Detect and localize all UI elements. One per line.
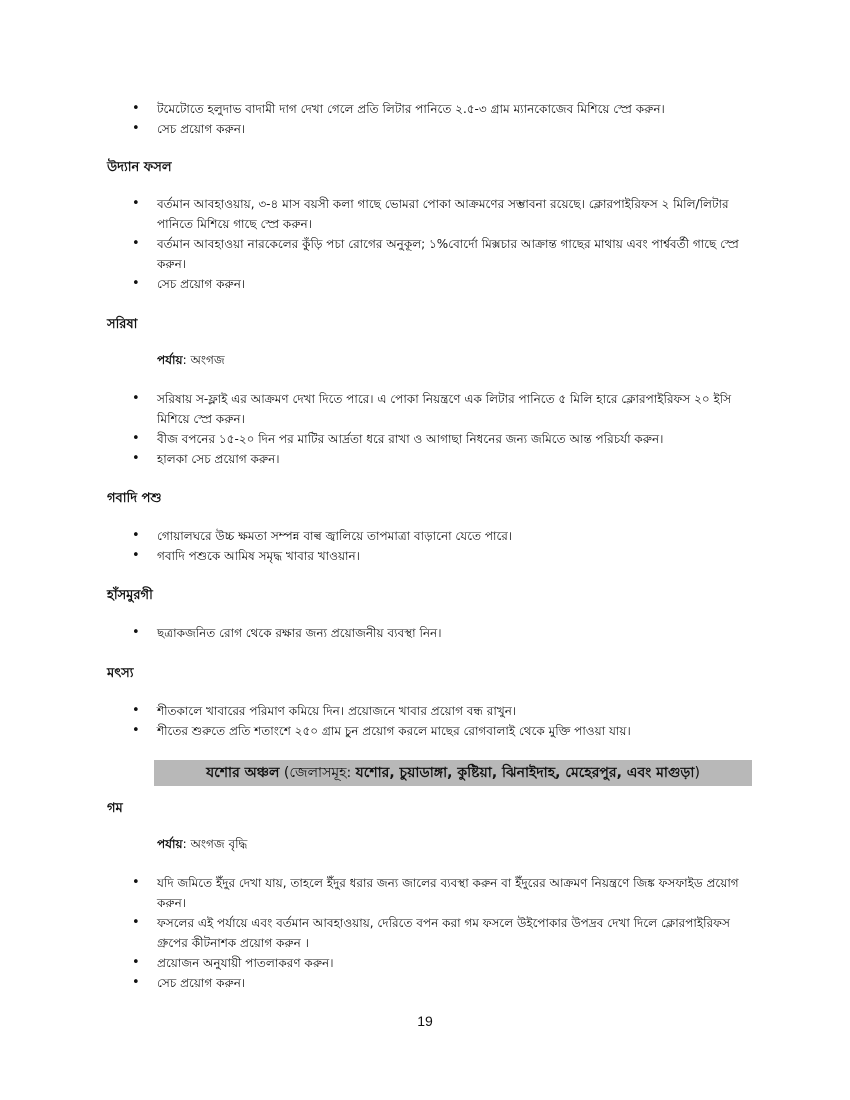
list-item: • ছত্রাকজনিত রোগ থেকে রক্ষার জন্য প্রয়োজনীয় ব্যবস্থা নিন। [157, 623, 752, 643]
list-item: • হালকা সেচ প্রয়োগ করুন। [157, 449, 752, 469]
list-item: • ফসলের এই পর্যায়ে এবং বর্তমান আবহাওয়ায়, দেরিতে বপন করা গম ফসলে উইপোকার উপদ্রব দেখা দিলে ক্লোরপাইরিফস গ্রুপের কীটনাশক প্রয়োগ করুন । [157, 913, 752, 953]
stage-label: পর্যায় [157, 837, 183, 851]
gobadi-bullet-list [157, 526, 752, 566]
list-item: • সরিষায় স-ফ্লাই এর আক্রমণ দেখা দিতে পারে। এ পোকা নিয়ন্ত্রণে এক লিটার পানিতে ৫ মিলি হারে ক্লোরপাইরিফস ২০ ইসি মিশিয়ে স্প্রে করুন। [157, 389, 752, 429]
section-heading-hash: হাঁসমুরগী [107, 588, 153, 603]
list-item: • প্রয়োজন অনুযায়ী পাতলাকরণ করুন। [157, 953, 752, 973]
district-label: (জেলাসমূহ: [279, 765, 356, 781]
list-item: • শীতের শুরুতে প্রতি শতাংশে ২৫০ গ্রাম চুন প্রয়োগ করলে মাছের রোগবালাই থেকে মুক্তি পাওয়া যায়। [157, 721, 757, 741]
district-list: যশোর, চুয়াডাঙ্গা, কুষ্টিয়া, ঝিনাইদাহ, মেহেরপুর, এবং মাগুড়া [355, 765, 695, 781]
intro-bullet-list [157, 99, 757, 139]
gom-bullet-list [157, 873, 752, 993]
stage-label: পর্যায় [157, 353, 183, 367]
list-item: • বর্তমান আবহাওয়া নারকেলের কুঁড়ি পচা রোগের অনুকূল; ১%বোর্দো মিক্সচার আক্রান্ত গাছের মাথায় এবং পার্শ্ববর্তী গাছে স্প্রে করুন। [157, 234, 752, 274]
list-item: • বীজ বপনের ১৫-২০ দিন পর মাটির আর্দ্রতা ধরে রাখা ও আগাছা নিধনের জন্য জমিতে আন্ত পরিচর্যা করুন। [157, 429, 752, 449]
region-banner [154, 760, 752, 786]
list-item: • সেচ প্রয়োগ করুন। [157, 274, 752, 294]
stage-line [157, 352, 225, 372]
section-heading-udyan: উদ্যান ফসল [107, 160, 172, 175]
page-number: 19 [417, 1013, 433, 1029]
list-item: • শীতকালে খাবারের পরিমাণ কমিয়ে দিন। প্রয়োজনে খাবার প্রয়োগ বন্ধ রাখুন। [157, 701, 757, 721]
stage-value: : অংগজ বৃদ্ধি [182, 837, 248, 851]
stage-line [157, 836, 247, 856]
section-heading-gom: গম [107, 801, 123, 816]
list-item: • যদি জমিতে ইঁদুর দেখা যায়, তাহলে ইঁদুর ধরার জন্য জালের ব্যবস্থা করুন বা ইঁদুরের আক্রমণ নিয়ন্ত্রণে জিঙ্ক ফসফাইড প্রয়োগ করুন। [157, 873, 752, 913]
sorisha-bullet-list [157, 389, 752, 469]
udyan-bullet-list [157, 194, 752, 294]
stage-value: : অংগজ [182, 353, 225, 367]
region-name: যশোর অঞ্চল [206, 765, 280, 781]
motsho-bullet-list [157, 701, 757, 741]
list-item: • সেচ প্রয়োগ করুন। [157, 119, 757, 139]
list-item: • বর্তমান আবহাওয়ায়, ৩-৪ মাস বয়সী কলা গাছে ভোমরা পোকা আক্রমণের সম্ভাবনা রয়েছে। ক্লোরপাইরিফস ২ মিলি/লিটার পানিতে মিশিয়ে গাছে স্প্রে করুন। [157, 194, 752, 234]
hash-bullet-list [157, 623, 752, 643]
list-item: • গোয়ালঘরে উচ্চ ক্ষমতা সম্পন্ন বাল্ব জ্বালিয়ে তাপমাত্রা বাড়ানো যেতে পারে। [157, 526, 752, 546]
list-item: • গবাদি পশুকে আমিষ সমৃদ্ধ খাবার খাওয়ান। [157, 546, 752, 566]
section-heading-motsho: মৎস্য [107, 666, 134, 681]
section-heading-gobadi: গবাদি পশু [107, 491, 162, 506]
banner-close: ) [694, 765, 700, 781]
list-item: • টমেটোতে হলুদাভ বাদামী দাগ দেখা গেলে প্রতি লিটার পানিতে ২.৫-৩ গ্রাম ম্যানকোজেব মিশিয়ে স্প্রে করুন। [157, 99, 757, 119]
section-heading-sorisha: সরিষা [107, 317, 138, 332]
list-item: • সেচ প্রয়োগ করুন। [157, 973, 752, 993]
